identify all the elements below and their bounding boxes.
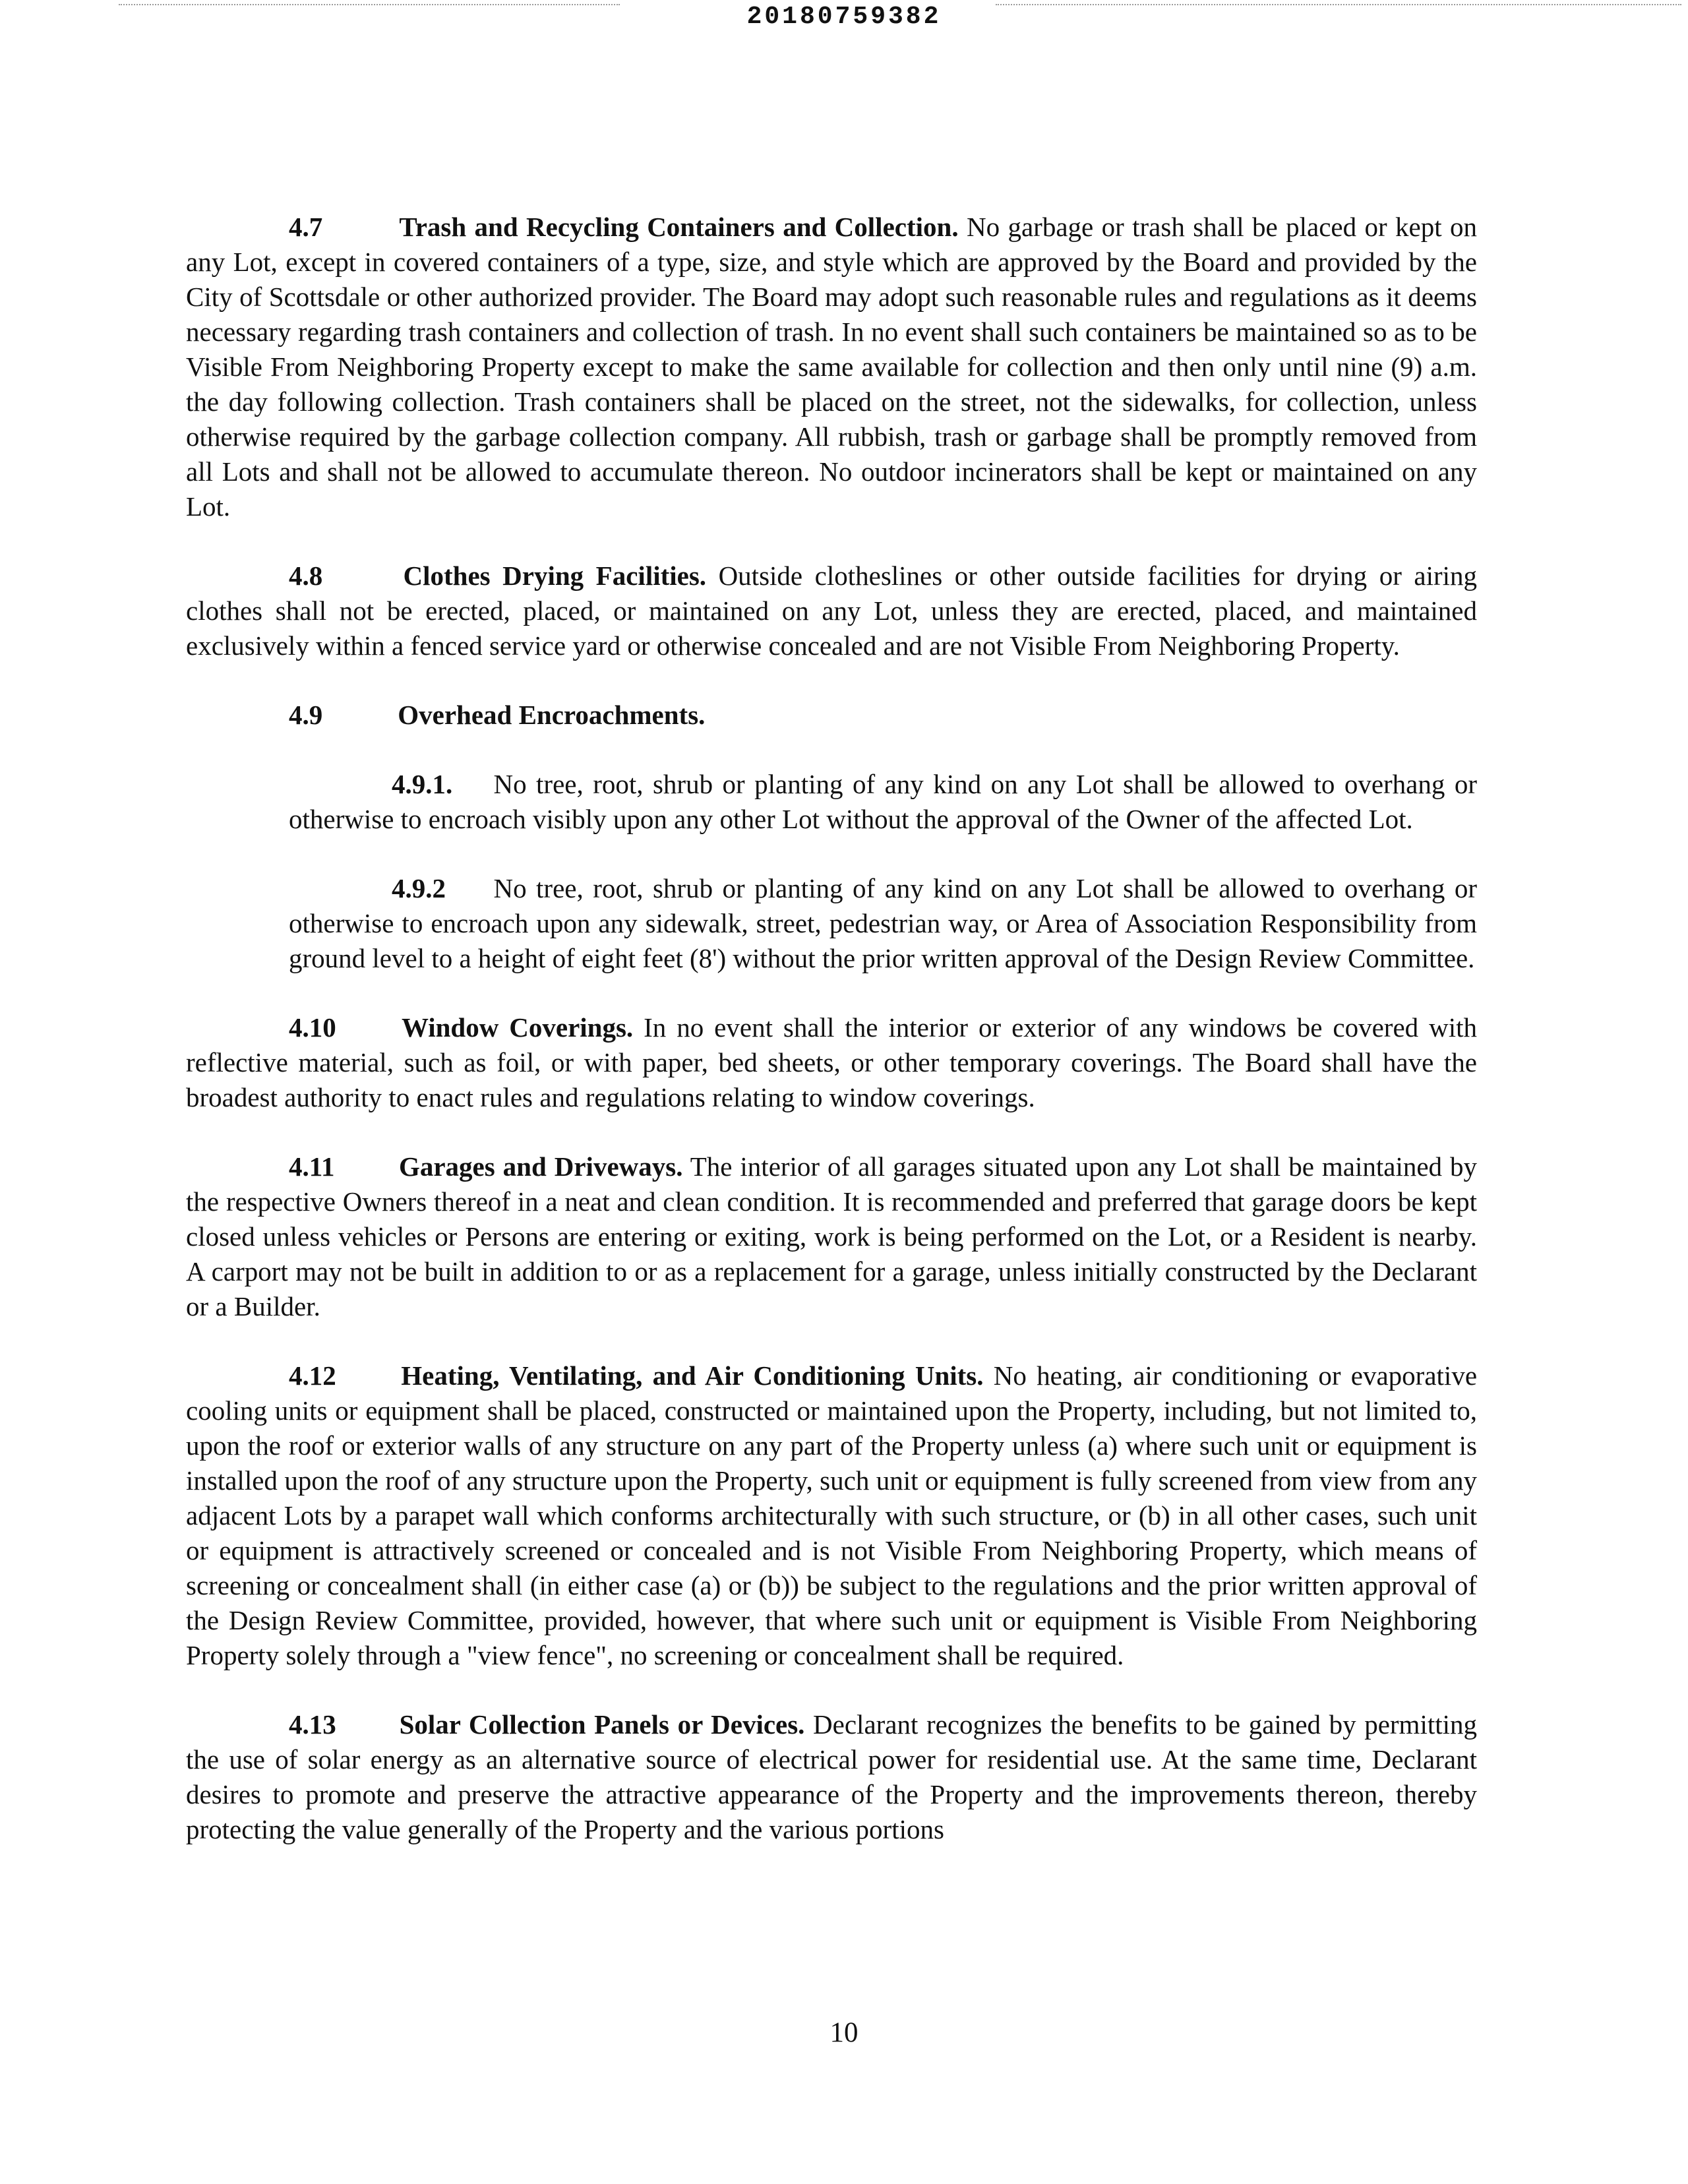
section-number: 4.11 <box>289 1151 335 1182</box>
section-4-9 <box>186 698 1477 733</box>
section-number: 4.9 <box>289 700 323 730</box>
section-number: 4.9.2 <box>392 873 446 903</box>
section-text: No garbage or trash shall be placed or kept on any Lot, except in covered containers of a type, size, and style which are approved by the Board and provided by the City of Scottsdale or other authorized provider. The Board may adopt such reasonable rules and regulations as it deems necessary regarding trash containers and collection of trash. In no event shall such containers be maintained so as to be Visible From Neighboring Property except to make the same available for collection and then only until nine (9) a.m. the day following collection. Trash containers shall be placed on the street, not the sidewalks, for collection, unless otherwise required by the garbage collection company. All rubbish, trash or garbage shall be promptly removed from all Lots and shall not be allowed to accumulate thereon. No outdoor incinerators shall be kept or maintained on any Lot. <box>186 212 1478 522</box>
section-text: No tree, root, shrub or planting of any kind on any Lot shall be allowed to overhang or otherwise to encroach visibly upon any other Lot without the approval of the Owner of the affected Lot. <box>289 769 1477 834</box>
section-4-11 <box>186 1149 1477 1324</box>
section-4-13 <box>186 1707 1477 1847</box>
section-heading: Clothes Drying Facilities. <box>403 561 707 591</box>
section-4-12 <box>186 1358 1477 1673</box>
section-heading: Heating, Ventilating, and Air Conditioning Units. <box>401 1360 984 1391</box>
section-number: 4.8 <box>289 561 323 591</box>
section-number: 4.10 <box>289 1012 336 1043</box>
section-4-10 <box>186 1010 1477 1115</box>
section-heading: Garages and Driveways. <box>398 1151 683 1182</box>
section-heading: Overhead Encroachments. <box>398 700 706 730</box>
section-text: No tree, root, shrub or planting of any kind on any Lot shall be allowed to overhang or otherwise to encroach upon any sidewalk, street, pedestrian way, or Area of Association Responsibility from ground level to a height of eight feet (8') without the prior written approval of the Design Review Committee. <box>289 873 1477 973</box>
document-number: 20180759382 <box>746 3 942 31</box>
section-text: Declarant recognizes the benefits to be gained by permitting the use of solar energy as an alternative source of electrical power for residential use. At the same time, Declarant desires to promote and preserve the attractive appearance of the Property and the improvements thereon, thereby protecting the value generally of the Property and the various portions <box>186 1709 1478 1844</box>
section-number: 4.12 <box>289 1360 336 1391</box>
section-number: 4.13 <box>289 1709 336 1740</box>
section-4-8 <box>186 559 1477 663</box>
section-text: In no event shall the interior or exterior of any windows be covered with reflective material, such as foil, or with paper, bed sheets, or other temporary coverings. The Board shall have the broadest authority to enact rules and regulations relating to window coverings. <box>186 1012 1477 1112</box>
section-text: Outside clotheslines or other outside facilities for drying or airing clothes shall not be erected, placed, or maintained on any Lot, unless they are erected, placed, and maintained exclusively within a fenced service yard or otherwise concealed and are not Visible From Neighboring Property. <box>186 561 1478 661</box>
section-4-7 <box>186 210 1477 524</box>
section-number: 4.7 <box>289 212 323 242</box>
section-heading: Trash and Recycling Containers and Collection. <box>399 212 959 242</box>
section-text: No heating, air conditioning or evaporative cooling units or equipment shall be placed, constructed or maintained upon the Property, including, but not limited to, upon the roof or exterior walls of any structure on any part of the Property unless (a) where such unit or equipment is installed upon the roof of any structure upon the Property, such unit or equipment is fully screened from view from any adjacent Lots by a parapet wall which conforms architecturally with such structure, or (b) in all other cases, such unit or equipment is attractively screened or concealed and is not Visible From Neighboring Property, which means of screening or concealment shall (in either case (a) or (b)) be subject to the regulations and the prior written approval of the Design Review Committee, provided, however, that where such unit or equipment is Visible From Neighboring Property solely through a "view fence", no screening or concealment shall be required. <box>186 1360 1478 1670</box>
section-4-9-1 <box>186 767 1477 837</box>
section-text: The interior of all garages situated upon any Lot shall be maintained by the respective Owners thereof in a neat and clean condition. It is recommended and preferred that garage doors be kept closed unless vehicles or Persons are entering or exiting, work is being performed on the Lot, or a Resident is nearby. A carport may not be built in addition to or as a replacement for a garage, unless initially constructed by the Declarant or a Builder. <box>186 1151 1477 1321</box>
section-4-9-2 <box>186 871 1477 976</box>
page-number: 10 <box>829 2017 859 2048</box>
section-heading: Window Coverings. <box>401 1012 634 1043</box>
section-heading: Solar Collection Panels or Devices. <box>399 1709 805 1740</box>
section-number: 4.9.1. <box>392 769 453 799</box>
document-body <box>186 210 1477 1881</box>
